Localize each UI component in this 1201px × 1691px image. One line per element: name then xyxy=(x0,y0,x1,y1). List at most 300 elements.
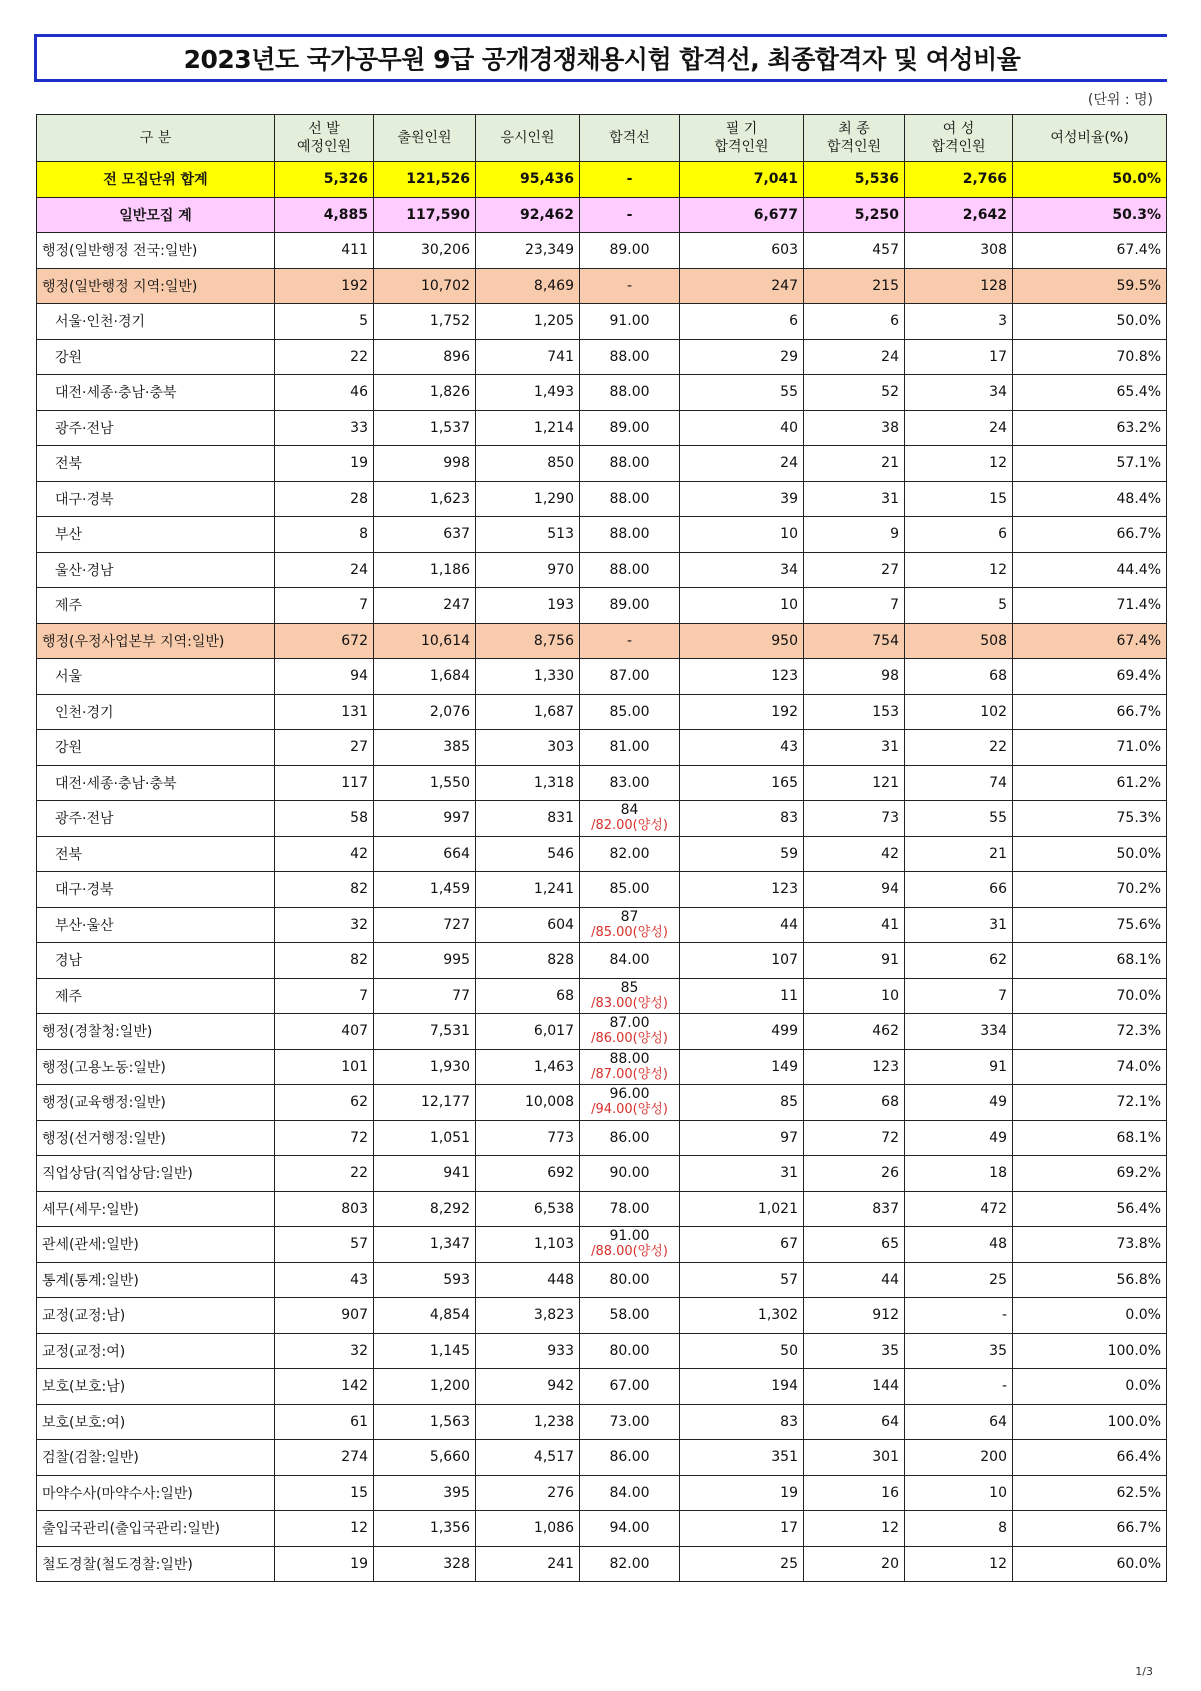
cell-applied: 7,531 xyxy=(374,1014,476,1050)
table-row xyxy=(37,978,1167,1014)
cell-examined: 1,214 xyxy=(476,410,580,446)
cell-ratio: 61.2% xyxy=(1013,765,1167,801)
cell-label: 대전·세종·충남·충북 xyxy=(37,765,275,801)
cell-ratio: 66.7% xyxy=(1013,694,1167,730)
cell-final: 20 xyxy=(804,1546,905,1582)
cell-label: 교정(교정:여) xyxy=(37,1333,275,1369)
cell-written: 29 xyxy=(680,339,804,375)
page-title: 2023년도 국가공무원 9급 공개경쟁채용시험 합격선, 최종합격자 및 여성비율 xyxy=(183,45,1021,74)
cutline-gender-balance: /86.00(양성) xyxy=(591,1031,668,1047)
cell-ratio: 75.3% xyxy=(1013,801,1167,837)
cell-ratio: 60.0% xyxy=(1013,1546,1167,1582)
results-table xyxy=(36,114,1167,1582)
cell-female: 2,766 xyxy=(905,162,1013,198)
cell-written: 123 xyxy=(680,872,804,908)
cell-applied: 1,826 xyxy=(374,375,476,411)
table-row xyxy=(37,659,1167,695)
cell-female: 66 xyxy=(905,872,1013,908)
cell-ratio: 71.0% xyxy=(1013,730,1167,766)
cell-planned: 82 xyxy=(275,872,374,908)
cell-written: 11 xyxy=(680,978,804,1014)
cell-label: 행정(우정사업본부 지역:일반) xyxy=(37,623,275,659)
cell-final: 754 xyxy=(804,623,905,659)
cell-written: 192 xyxy=(680,694,804,730)
cell-female: 31 xyxy=(905,907,1013,943)
cell-label: 부산·울산 xyxy=(37,907,275,943)
cutline-value: 96.00 xyxy=(609,1086,650,1103)
cell-label: 서울 xyxy=(37,659,275,695)
cell-ratio: 70.0% xyxy=(1013,978,1167,1014)
cell-planned: 19 xyxy=(275,1546,374,1582)
cell-examined: 513 xyxy=(476,517,580,553)
cell-label: 울산·경남 xyxy=(37,552,275,588)
cell-applied: 5,660 xyxy=(374,1440,476,1476)
cell-cutline: 86.00 xyxy=(580,1120,680,1156)
cell-examined: 8,469 xyxy=(476,268,580,304)
cell-female: 64 xyxy=(905,1404,1013,1440)
cell-written: 55 xyxy=(680,375,804,411)
cell-planned: 117 xyxy=(275,765,374,801)
cell-ratio: 44.4% xyxy=(1013,552,1167,588)
cell-final: 12 xyxy=(804,1511,905,1547)
cell-ratio: 66.7% xyxy=(1013,517,1167,553)
cell-final: 64 xyxy=(804,1404,905,1440)
cell-female: - xyxy=(905,1298,1013,1334)
cell-final: 72 xyxy=(804,1120,905,1156)
cell-planned: 274 xyxy=(275,1440,374,1476)
cell-ratio: 66.4% xyxy=(1013,1440,1167,1476)
cell-applied: 1,051 xyxy=(374,1120,476,1156)
cell-cutline xyxy=(580,1085,680,1121)
cell-label: 행정(경찰청:일반) xyxy=(37,1014,275,1050)
cell-planned: 27 xyxy=(275,730,374,766)
cell-ratio: 100.0% xyxy=(1013,1404,1167,1440)
cell-written: 950 xyxy=(680,623,804,659)
cell-label: 대구·경북 xyxy=(37,481,275,517)
table-row xyxy=(37,730,1167,766)
cell-planned: 61 xyxy=(275,1404,374,1440)
cell-examined: 1,103 xyxy=(476,1227,580,1263)
table-row xyxy=(37,943,1167,979)
cell-ratio: 68.1% xyxy=(1013,1120,1167,1156)
cell-written: 34 xyxy=(680,552,804,588)
cell-female: 55 xyxy=(905,801,1013,837)
cell-final: 123 xyxy=(804,1049,905,1085)
cell-written: 40 xyxy=(680,410,804,446)
table-row xyxy=(37,1333,1167,1369)
cutline-value: 87.00 xyxy=(609,1015,650,1032)
cell-examined: 303 xyxy=(476,730,580,766)
cell-written: 7,041 xyxy=(680,162,804,198)
cell-planned: 28 xyxy=(275,481,374,517)
cell-applied: 117,590 xyxy=(374,197,476,233)
cell-female: 48 xyxy=(905,1227,1013,1263)
cell-examined: 828 xyxy=(476,943,580,979)
cell-label: 전북 xyxy=(37,446,275,482)
cell-written: 247 xyxy=(680,268,804,304)
cell-label: 전북 xyxy=(37,836,275,872)
table-body xyxy=(37,162,1167,1582)
cell-ratio: 75.6% xyxy=(1013,907,1167,943)
cell-planned: 803 xyxy=(275,1191,374,1227)
cell-planned: 43 xyxy=(275,1262,374,1298)
cell-planned: 5,326 xyxy=(275,162,374,198)
cell-label: 보호(보호:여) xyxy=(37,1404,275,1440)
cell-applied: 1,145 xyxy=(374,1333,476,1369)
cell-female: 334 xyxy=(905,1014,1013,1050)
cell-female: 8 xyxy=(905,1511,1013,1547)
cell-written: 10 xyxy=(680,588,804,624)
table-row xyxy=(37,552,1167,588)
cell-female: 2,642 xyxy=(905,197,1013,233)
cell-applied: 1,752 xyxy=(374,304,476,340)
cell-female: 21 xyxy=(905,836,1013,872)
cell-planned: 4,885 xyxy=(275,197,374,233)
cell-written: 351 xyxy=(680,1440,804,1476)
cell-applied: 121,526 xyxy=(374,162,476,198)
cell-cutline: 91.00 xyxy=(580,304,680,340)
cell-label: 행정(교육행정:일반) xyxy=(37,1085,275,1121)
cell-label: 통계(통계:일반) xyxy=(37,1262,275,1298)
cell-written: 1,302 xyxy=(680,1298,804,1334)
cell-cutline: 67.00 xyxy=(580,1369,680,1405)
cell-examined: 68 xyxy=(476,978,580,1014)
cell-final: 27 xyxy=(804,552,905,588)
cell-written: 123 xyxy=(680,659,804,695)
cell-final: 24 xyxy=(804,339,905,375)
cell-ratio: 59.5% xyxy=(1013,268,1167,304)
cell-written: 24 xyxy=(680,446,804,482)
cutline-gender-balance: /83.00(양성) xyxy=(591,995,668,1011)
cell-final: 65 xyxy=(804,1227,905,1263)
cell-final: 91 xyxy=(804,943,905,979)
cell-cutline: 80.00 xyxy=(580,1333,680,1369)
title-box xyxy=(34,34,1167,82)
table-row xyxy=(37,1298,1167,1334)
table-row xyxy=(37,1262,1167,1298)
cell-female: 102 xyxy=(905,694,1013,730)
cell-applied: 727 xyxy=(374,907,476,943)
cell-written: 17 xyxy=(680,1511,804,1547)
cell-female: 17 xyxy=(905,339,1013,375)
cell-written: 83 xyxy=(680,1404,804,1440)
cell-planned: 672 xyxy=(275,623,374,659)
cell-cutline: 90.00 xyxy=(580,1156,680,1192)
cell-cutline: 89.00 xyxy=(580,588,680,624)
cell-written: 57 xyxy=(680,1262,804,1298)
header-female: 여 성 합격인원 xyxy=(905,115,1013,162)
cell-female: 62 xyxy=(905,943,1013,979)
cell-ratio: 50.3% xyxy=(1013,197,1167,233)
cell-planned: 8 xyxy=(275,517,374,553)
cell-ratio: 74.0% xyxy=(1013,1049,1167,1085)
cell-cutline xyxy=(580,1227,680,1263)
table-row xyxy=(37,1120,1167,1156)
cell-female: 128 xyxy=(905,268,1013,304)
cell-ratio: 72.1% xyxy=(1013,1085,1167,1121)
cell-applied: 2,076 xyxy=(374,694,476,730)
cell-female: 472 xyxy=(905,1191,1013,1227)
cell-ratio: 65.4% xyxy=(1013,375,1167,411)
cell-examined: 1,086 xyxy=(476,1511,580,1547)
cell-applied: 4,854 xyxy=(374,1298,476,1334)
cell-final: 9 xyxy=(804,517,905,553)
cell-final: 94 xyxy=(804,872,905,908)
cell-applied: 896 xyxy=(374,339,476,375)
cell-cutline xyxy=(580,907,680,943)
table-row xyxy=(37,304,1167,340)
cell-final: 44 xyxy=(804,1262,905,1298)
cell-final: 42 xyxy=(804,836,905,872)
cell-final: 16 xyxy=(804,1475,905,1511)
cell-examined: 1,493 xyxy=(476,375,580,411)
cell-cutline: - xyxy=(580,197,680,233)
cell-planned: 12 xyxy=(275,1511,374,1547)
cell-examined: 831 xyxy=(476,801,580,837)
cell-applied: 395 xyxy=(374,1475,476,1511)
cell-female: 68 xyxy=(905,659,1013,695)
cell-cutline: 80.00 xyxy=(580,1262,680,1298)
cell-ratio: 71.4% xyxy=(1013,588,1167,624)
cell-label: 행정(선거행정:일반) xyxy=(37,1120,275,1156)
cell-female: 5 xyxy=(905,588,1013,624)
cell-female: 7 xyxy=(905,978,1013,1014)
table-row xyxy=(37,588,1167,624)
cell-written: 19 xyxy=(680,1475,804,1511)
cell-ratio: 67.4% xyxy=(1013,233,1167,269)
cell-applied: 941 xyxy=(374,1156,476,1192)
cell-applied: 1,200 xyxy=(374,1369,476,1405)
cell-ratio: 63.2% xyxy=(1013,410,1167,446)
table-row xyxy=(37,1440,1167,1476)
cell-examined: 23,349 xyxy=(476,233,580,269)
cell-cutline xyxy=(580,1014,680,1050)
cell-final: 215 xyxy=(804,268,905,304)
header-planned: 선 발 예정인원 xyxy=(275,115,374,162)
table-row xyxy=(37,1049,1167,1085)
cell-applied: 10,702 xyxy=(374,268,476,304)
cell-planned: 57 xyxy=(275,1227,374,1263)
cell-written: 43 xyxy=(680,730,804,766)
cell-examined: 10,008 xyxy=(476,1085,580,1121)
cell-final: 68 xyxy=(804,1085,905,1121)
cell-label: 대전·세종·충남·충북 xyxy=(37,375,275,411)
table-row xyxy=(37,836,1167,872)
cell-planned: 24 xyxy=(275,552,374,588)
cell-applied: 12,177 xyxy=(374,1085,476,1121)
cutline-value: 88.00 xyxy=(609,1050,650,1067)
cell-ratio: 57.1% xyxy=(1013,446,1167,482)
cell-planned: 19 xyxy=(275,446,374,482)
cell-planned: 62 xyxy=(275,1085,374,1121)
cell-applied: 1,347 xyxy=(374,1227,476,1263)
cell-ratio: 50.0% xyxy=(1013,304,1167,340)
cell-final: 98 xyxy=(804,659,905,695)
cell-female: 12 xyxy=(905,1546,1013,1582)
cell-examined: 933 xyxy=(476,1333,580,1369)
cell-final: 38 xyxy=(804,410,905,446)
cell-applied: 1,563 xyxy=(374,1404,476,1440)
cell-applied: 30,206 xyxy=(374,233,476,269)
cell-ratio: 66.7% xyxy=(1013,1511,1167,1547)
cell-cutline xyxy=(580,978,680,1014)
cell-cutline xyxy=(580,801,680,837)
cell-cutline: 89.00 xyxy=(580,410,680,446)
cell-female: 508 xyxy=(905,623,1013,659)
cell-planned: 32 xyxy=(275,1333,374,1369)
cell-ratio: 48.4% xyxy=(1013,481,1167,517)
cell-planned: 407 xyxy=(275,1014,374,1050)
table-row xyxy=(37,801,1167,837)
cell-label: 인천·경기 xyxy=(37,694,275,730)
cell-label: 일반모집 계 xyxy=(37,197,275,233)
cutline-gender-balance: /82.00(양성) xyxy=(591,818,668,834)
cell-female: 91 xyxy=(905,1049,1013,1085)
cell-planned: 101 xyxy=(275,1049,374,1085)
table-row xyxy=(37,481,1167,517)
cell-examined: 1,330 xyxy=(476,659,580,695)
cell-female: 12 xyxy=(905,446,1013,482)
cell-ratio: 0.0% xyxy=(1013,1298,1167,1334)
table-row xyxy=(37,1085,1167,1121)
cell-female: 200 xyxy=(905,1440,1013,1476)
cutline-value: 91.00 xyxy=(609,1228,650,1245)
cell-applied: 997 xyxy=(374,801,476,837)
cell-label: 강원 xyxy=(37,339,275,375)
cell-examined: 4,517 xyxy=(476,1440,580,1476)
cutline-gender-balance: /87.00(양성) xyxy=(591,1066,668,1082)
table-row xyxy=(37,197,1167,233)
cell-ratio: 68.1% xyxy=(1013,943,1167,979)
cell-planned: 94 xyxy=(275,659,374,695)
cell-cutline: 84.00 xyxy=(580,1475,680,1511)
cell-ratio: 69.4% xyxy=(1013,659,1167,695)
cell-cutline: 73.00 xyxy=(580,1404,680,1440)
cell-planned: 411 xyxy=(275,233,374,269)
cell-final: 912 xyxy=(804,1298,905,1334)
cell-examined: 1,463 xyxy=(476,1049,580,1085)
cell-label: 검찰(검찰:일반) xyxy=(37,1440,275,1476)
cell-written: 107 xyxy=(680,943,804,979)
cell-label: 서울·인천·경기 xyxy=(37,304,275,340)
cell-label: 부산 xyxy=(37,517,275,553)
cell-applied: 1,930 xyxy=(374,1049,476,1085)
cell-ratio: 50.0% xyxy=(1013,836,1167,872)
table-row xyxy=(37,1404,1167,1440)
cell-final: 10 xyxy=(804,978,905,1014)
cell-examined: 448 xyxy=(476,1262,580,1298)
cell-written: 1,021 xyxy=(680,1191,804,1227)
cell-label: 대구·경북 xyxy=(37,872,275,908)
cell-applied: 1,550 xyxy=(374,765,476,801)
cell-cutline: 88.00 xyxy=(580,481,680,517)
cell-examined: 773 xyxy=(476,1120,580,1156)
cell-ratio: 70.8% xyxy=(1013,339,1167,375)
cell-label: 직업상담(직업상담:일반) xyxy=(37,1156,275,1192)
cell-cutline: 84.00 xyxy=(580,943,680,979)
cell-examined: 546 xyxy=(476,836,580,872)
cell-planned: 7 xyxy=(275,978,374,1014)
cell-cutline: 88.00 xyxy=(580,339,680,375)
cell-label: 철도경찰(철도경찰:일반) xyxy=(37,1546,275,1582)
cell-planned: 32 xyxy=(275,907,374,943)
cell-applied: 637 xyxy=(374,517,476,553)
unit-label: (단위 : 명) xyxy=(1087,92,1153,108)
cell-written: 6 xyxy=(680,304,804,340)
cell-examined: 193 xyxy=(476,588,580,624)
cell-final: 73 xyxy=(804,801,905,837)
cell-cutline: 82.00 xyxy=(580,1546,680,1582)
cutline-gender-balance: /88.00(양성) xyxy=(591,1244,668,1260)
table-row xyxy=(37,375,1167,411)
cell-examined: 1,318 xyxy=(476,765,580,801)
table-row xyxy=(37,517,1167,553)
cell-cutline: 83.00 xyxy=(580,765,680,801)
table-row xyxy=(37,446,1167,482)
table-row xyxy=(37,765,1167,801)
header-written: 필 기 합격인원 xyxy=(680,115,804,162)
cell-cutline: 78.00 xyxy=(580,1191,680,1227)
cell-applied: 1,537 xyxy=(374,410,476,446)
cell-final: 144 xyxy=(804,1369,905,1405)
cell-planned: 131 xyxy=(275,694,374,730)
cell-written: 6,677 xyxy=(680,197,804,233)
cell-written: 603 xyxy=(680,233,804,269)
cell-examined: 604 xyxy=(476,907,580,943)
cell-planned: 142 xyxy=(275,1369,374,1405)
cell-ratio: 56.8% xyxy=(1013,1262,1167,1298)
table-row xyxy=(37,1014,1167,1050)
cell-final: 52 xyxy=(804,375,905,411)
cell-final: 6 xyxy=(804,304,905,340)
table-row xyxy=(37,1369,1167,1405)
cell-planned: 46 xyxy=(275,375,374,411)
cell-label: 경남 xyxy=(37,943,275,979)
cell-examined: 95,436 xyxy=(476,162,580,198)
cell-final: 5,536 xyxy=(804,162,905,198)
table-row xyxy=(37,1511,1167,1547)
cell-cutline xyxy=(580,1049,680,1085)
cell-examined: 1,241 xyxy=(476,872,580,908)
cell-female: 25 xyxy=(905,1262,1013,1298)
cell-female: 10 xyxy=(905,1475,1013,1511)
cell-examined: 942 xyxy=(476,1369,580,1405)
cell-applied: 8,292 xyxy=(374,1191,476,1227)
cell-applied: 995 xyxy=(374,943,476,979)
cell-ratio: 67.4% xyxy=(1013,623,1167,659)
cell-examined: 1,205 xyxy=(476,304,580,340)
cell-examined: 92,462 xyxy=(476,197,580,233)
cell-cutline: - xyxy=(580,268,680,304)
cell-label: 광주·전남 xyxy=(37,410,275,446)
header-ratio: 여성비율(%) xyxy=(1013,115,1167,162)
cell-written: 10 xyxy=(680,517,804,553)
cell-planned: 15 xyxy=(275,1475,374,1511)
cell-applied: 385 xyxy=(374,730,476,766)
cell-final: 301 xyxy=(804,1440,905,1476)
cell-examined: 6,538 xyxy=(476,1191,580,1227)
cell-cutline: 88.00 xyxy=(580,552,680,588)
cell-planned: 58 xyxy=(275,801,374,837)
cell-ratio: 56.4% xyxy=(1013,1191,1167,1227)
table-row xyxy=(37,1227,1167,1263)
cell-female: 24 xyxy=(905,410,1013,446)
cell-female: 34 xyxy=(905,375,1013,411)
cell-final: 31 xyxy=(804,730,905,766)
table-row xyxy=(37,233,1167,269)
cell-final: 153 xyxy=(804,694,905,730)
cell-cutline: 87.00 xyxy=(580,659,680,695)
